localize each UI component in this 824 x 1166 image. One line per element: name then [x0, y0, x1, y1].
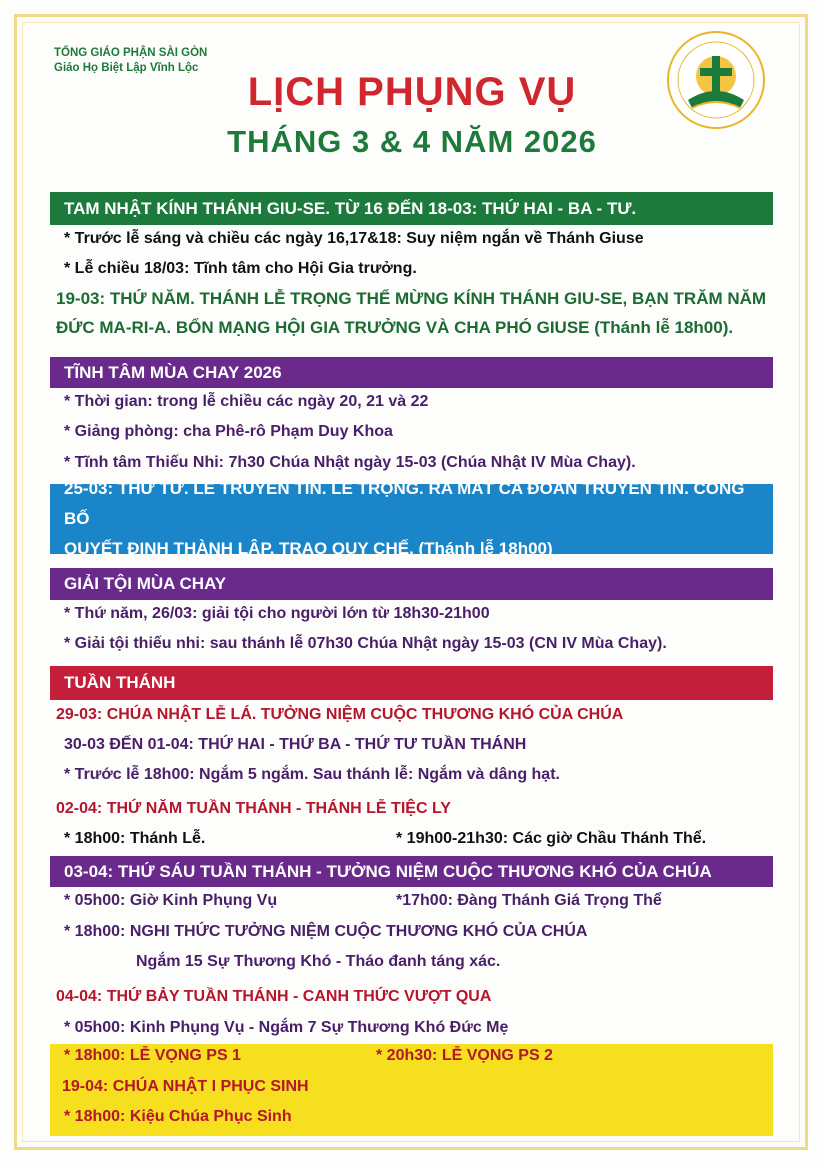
- list-item: * 18h00: NGHI THỨC TƯỞNG NIỆM CUỘC THƯƠNG KHÓ CỦA CHÚA: [64, 923, 588, 940]
- list-item: *17h00: Đàng Thánh Giá Trọng Thể: [396, 892, 662, 909]
- archdiocese-name: TỔNG GIÁO PHẬN SÀI GÒN: [54, 47, 208, 59]
- page-subtitle: THÁNG 3 & 4 NĂM 2026: [227, 124, 597, 159]
- list-item: * 18h00: LỄ VỌNG PS 1: [64, 1047, 241, 1064]
- annunciation-line2: QUYẾT ĐỊNH THÀNH LẬP, TRAO QUY CHẾ. (Thánh lễ 18h00): [64, 539, 553, 558]
- list-item: * 20h30: LỄ VỌNG PS 2: [376, 1047, 553, 1064]
- list-item: * Thứ năm, 26/03: giải tội cho người lớn từ 18h30-21h00: [64, 605, 490, 622]
- list-item: * Thời gian: trong lễ chiều các ngày 20, 21 và 22: [64, 393, 429, 410]
- section-header-good-friday: 03-04: THỨ SÁU TUẦN THÁNH - TƯỞNG NIỆM CUỘC THƯƠNG KHÓ CỦA CHÚA: [50, 856, 773, 887]
- parish-name: Giáo Họ Biệt Lập Vĩnh Lộc: [54, 62, 199, 74]
- list-item: * 18h00: Thánh Lễ.: [64, 830, 206, 847]
- feast-announcement-line1: 19-03: THỨ NĂM. THÁNH LỄ TRỌNG THỂ MỪNG KÍNH THÁNH GIU-SE, BẠN TRĂM NĂM: [56, 289, 767, 308]
- feast-announcement-line2: ĐỨC MA-RI-A. BỔN MẠNG HỘI GIA TRƯỞNG VÀ CHA PHÓ GIUSE (Thánh lễ 18h00).: [56, 318, 734, 337]
- page-title: LỊCH PHỤNG VỤ: [247, 70, 577, 114]
- list-item: * 18h00: Kiệu Chúa Phục Sinh: [64, 1108, 292, 1125]
- section-header-lenten-retreat: TĨNH TÂM MÙA CHAY 2026: [50, 357, 773, 388]
- easter-sunday-heading: 19-04: CHÚA NHẬT I PHỤC SINH: [62, 1078, 309, 1095]
- annunciation-announcement: [50, 479, 773, 558]
- list-item: * Tĩnh tâm Thiếu Nhi: 7h30 Chúa Nhật ngày 15-03 (Chúa Nhật IV Mùa Chay).: [64, 454, 636, 471]
- list-item: Ngắm 15 Sự Thương Khó - Tháo đanh táng xác.: [136, 953, 501, 970]
- holy-saturday-heading: 04-04: THỨ BẢY TUẦN THÁNH - CANH THỨC VƯỢT QUA: [56, 988, 492, 1005]
- holy-mon-wed-heading: 30-03 ĐẾN 01-04: THỨ HAI - THỨ BA - THỨ TƯ TUẦN THÁNH: [64, 736, 527, 753]
- list-item: * 19h00-21h30: Các giờ Chầu Thánh Thể.: [396, 830, 707, 847]
- list-item: * Giải tội thiếu nhi: sau thánh lễ 07h30 Chúa Nhật ngày 15-03 (CN IV Mùa Chay).: [64, 635, 667, 652]
- list-item: * 05h00: Kinh Phụng Vụ - Ngắm 7 Sự Thương Khó Đức Mẹ: [64, 1019, 509, 1036]
- list-item: * Lễ chiều 18/03: Tĩnh tâm cho Hội Gia trưởng.: [64, 260, 417, 277]
- section-header-holy-week: TUẦN THÁNH: [50, 666, 773, 700]
- list-item: * Trước lễ sáng và chiều các ngày 16,17&18: Suy niệm ngắn về Thánh Giuse: [64, 230, 644, 247]
- section-header-lenten-confession: GIẢI TỘI MÙA CHAY: [50, 568, 773, 600]
- list-item: * Giảng phòng: cha Phê-rô Phạm Duy Khoa: [64, 423, 393, 440]
- holy-thursday-heading: 02-04: THỨ NĂM TUẦN THÁNH - THÁNH LỄ TIỆC LY: [56, 800, 451, 817]
- palm-sunday-heading: 29-03: CHÚA NHẬT LỄ LÁ. TƯỞNG NIỆM CUỘC THƯƠNG KHÓ CỦA CHÚA: [56, 706, 624, 723]
- annunciation-line1: 25-03: THỨ TƯ. LỄ TRUYỀN TIN. LỄ TRỌNG. RA MẮT CA ĐOÀN TRUYỀN TIN. CÔNG BỐ: [64, 479, 745, 528]
- list-item: * Trước lễ 18h00: Ngắm 5 ngắm. Sau thánh lễ: Ngắm và dâng hạt.: [64, 766, 560, 783]
- list-item: * 05h00: Giờ Kinh Phụng Vụ: [64, 892, 278, 909]
- section-header-saint-joseph-triduum: TAM NHẬT KÍNH THÁNH GIU-SE. TỪ 16 ĐẾN 18-03: THỨ HAI - BA - TƯ.: [50, 192, 773, 225]
